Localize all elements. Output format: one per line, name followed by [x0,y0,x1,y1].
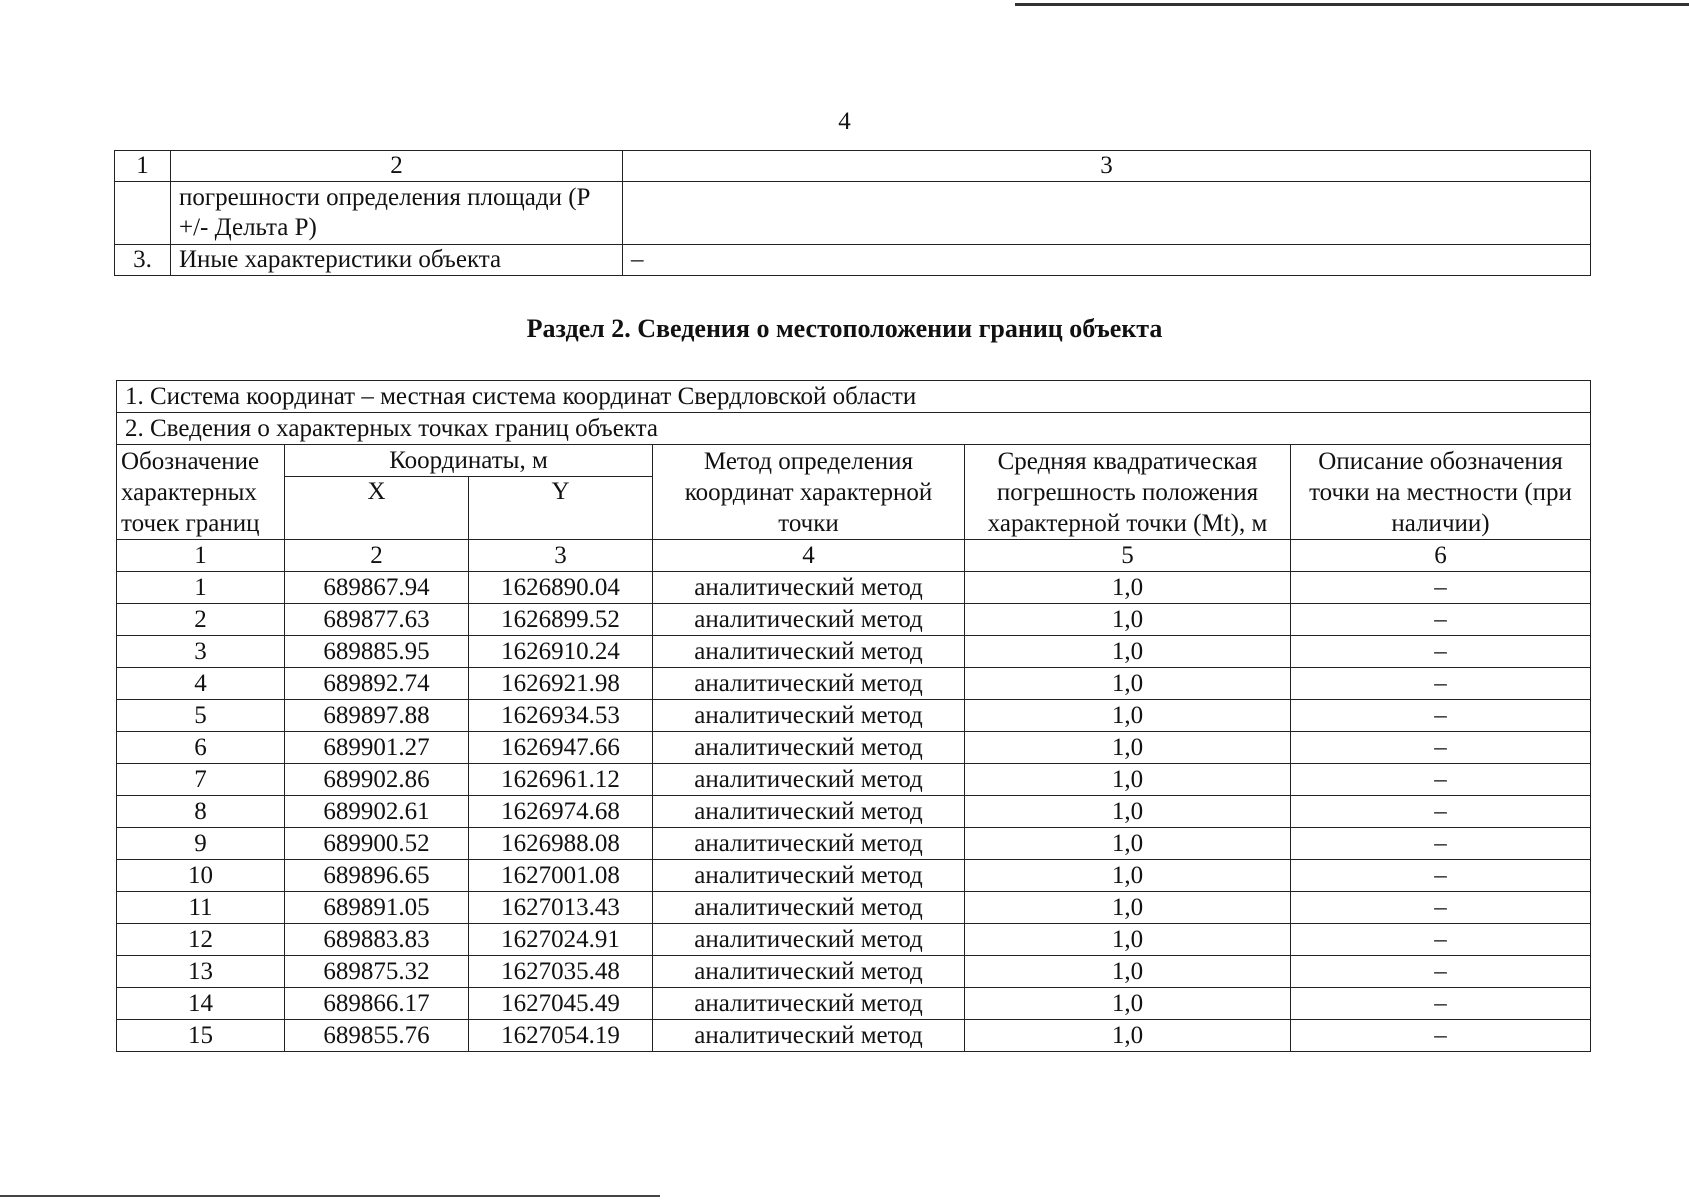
column-numbers-row [117,540,1591,572]
coordinate-x: 689900.52 [285,828,469,860]
other-characteristics-label: Иные характеристики объекта [171,245,623,276]
coordinate-y: 1627001.08 [469,860,653,892]
point-number: 8 [117,796,285,828]
column-number-6: 6 [1291,540,1591,572]
description-cell: – [1291,732,1591,764]
table-row [117,828,1591,860]
description-cell: – [1291,860,1591,892]
method-cell: аналитический метод [653,604,965,636]
error-cell: 1,0 [965,636,1291,668]
description-cell: – [1291,956,1591,988]
header-x: X [285,477,469,540]
error-cell: 1,0 [965,860,1291,892]
area-error-label: погрешности определения площади (Р +/- Дельта Р) [171,182,623,245]
error-cell: 1,0 [965,988,1291,1020]
column-number-1: 1 [115,151,171,182]
error-cell: 1,0 [965,700,1291,732]
section-title: Раздел 2. Сведения о местоположении границ объекта [526,314,1163,343]
row-number-cell [115,182,171,245]
error-cell: 1,0 [965,572,1291,604]
error-cell: 1,0 [965,892,1291,924]
method-cell: аналитический метод [653,572,965,604]
method-cell: аналитический метод [653,732,965,764]
table-row [117,796,1591,828]
description-cell: – [1291,572,1591,604]
coordinate-y: 1626947.66 [469,732,653,764]
description-cell: – [1291,700,1591,732]
point-number: 7 [117,764,285,796]
description-cell: – [1291,764,1591,796]
error-cell: 1,0 [965,732,1291,764]
method-cell: аналитический метод [653,700,965,732]
header-row-1 [117,445,1591,477]
description-cell: – [1291,604,1591,636]
coordinate-y: 1626899.52 [469,604,653,636]
coordinate-y: 1627013.43 [469,892,653,924]
method-cell: аналитический метод [653,892,965,924]
method-cell: аналитический метод [653,924,965,956]
header-description: Описание обозначения точки на местности (при наличии) [1291,445,1591,540]
table-row-other-characteristics [115,245,1591,276]
coordinate-x: 689902.86 [285,764,469,796]
column-number-3: 3 [623,151,1591,182]
coordinate-x: 689875.32 [285,956,469,988]
table-row [117,700,1591,732]
point-number: 6 [117,732,285,764]
point-number: 1 [117,572,285,604]
coordinate-x: 689902.61 [285,796,469,828]
table-row [117,1020,1591,1052]
table-row [117,668,1591,700]
column-number-4: 4 [653,540,965,572]
error-cell: 1,0 [965,1020,1291,1052]
method-cell: аналитический метод [653,636,965,668]
error-cell: 1,0 [965,668,1291,700]
scan-edge-line-top [1015,3,1689,6]
boundary-points-table [116,380,1591,1052]
error-cell: 1,0 [965,924,1291,956]
scan-edge-line-bottom [0,1195,660,1197]
method-cell: аналитический метод [653,828,965,860]
point-number: 10 [117,860,285,892]
point-number: 12 [117,924,285,956]
point-number: 4 [117,668,285,700]
description-cell: – [1291,1020,1591,1052]
table-row [117,636,1591,668]
coordinate-x: 689891.05 [285,892,469,924]
coordinate-y: 1627024.91 [469,924,653,956]
point-number: 14 [117,988,285,1020]
error-cell: 1,0 [965,828,1291,860]
error-cell: 1,0 [965,956,1291,988]
table-row [117,892,1591,924]
table-row-column-numbers [115,151,1591,182]
point-number: 9 [117,828,285,860]
description-cell: – [1291,924,1591,956]
characteristics-table-continuation [114,150,1591,276]
coordinate-y: 1626890.04 [469,572,653,604]
error-cell: 1,0 [965,796,1291,828]
table-row [117,988,1591,1020]
area-error-value [623,182,1591,245]
coordinate-x: 689901.27 [285,732,469,764]
points-title-row [117,413,1591,445]
point-number: 15 [117,1020,285,1052]
coordinate-y: 1626921.98 [469,668,653,700]
coordinate-y: 1627035.48 [469,956,653,988]
other-characteristics-value: – [623,245,1591,276]
column-number-2: 2 [171,151,623,182]
coordinate-y: 1626910.24 [469,636,653,668]
coordinate-x: 689885.95 [285,636,469,668]
description-cell: – [1291,796,1591,828]
points-section-title: 2. Сведения о характерных точках границ объекта [117,413,1591,445]
coordinate-x: 689897.88 [285,700,469,732]
coordinate-y: 1626934.53 [469,700,653,732]
description-cell: – [1291,892,1591,924]
table-row [117,732,1591,764]
coordinate-x: 689855.76 [285,1020,469,1052]
column-number-2: 2 [285,540,469,572]
table-row [117,604,1591,636]
method-cell: аналитический метод [653,956,965,988]
coordinate-y: 1627045.49 [469,988,653,1020]
method-cell: аналитический метод [653,796,965,828]
method-cell: аналитический метод [653,1020,965,1052]
method-cell: аналитический метод [653,668,965,700]
header-designation: Обозначение характерных точек границ [117,445,285,540]
column-number-3: 3 [469,540,653,572]
column-number-1: 1 [117,540,285,572]
coordinate-y: 1626974.68 [469,796,653,828]
description-cell: – [1291,988,1591,1020]
point-number: 3 [117,636,285,668]
method-cell: аналитический метод [653,860,965,892]
point-number: 5 [117,700,285,732]
header-y: Y [469,477,653,540]
table-row [117,860,1591,892]
point-number: 2 [117,604,285,636]
coordinate-y: 1627054.19 [469,1020,653,1052]
description-cell: – [1291,828,1591,860]
table-row [117,764,1591,796]
coordinate-y: 1626988.08 [469,828,653,860]
coordinate-system-row [117,381,1591,413]
coordinate-system-text: 1. Система координат – местная система координат Свердловской области [117,381,1591,413]
method-cell: аналитический метод [653,988,965,1020]
error-cell: 1,0 [965,764,1291,796]
header-error: Средняя квадратическая погрешность положения характерной точки (Mt), м [965,445,1291,540]
table-row [117,924,1591,956]
point-number: 13 [117,956,285,988]
coordinate-x: 689877.63 [285,604,469,636]
point-number: 11 [117,892,285,924]
header-coordinates: Координаты, м [285,445,653,477]
coordinate-x: 689896.65 [285,860,469,892]
row-number: 3. [115,245,171,276]
table-row-area-error [115,182,1591,245]
coordinate-x: 689883.83 [285,924,469,956]
page-number: 4 [838,108,851,135]
coordinate-x: 689867.94 [285,572,469,604]
column-number-5: 5 [965,540,1291,572]
description-cell: – [1291,636,1591,668]
coordinate-x: 689892.74 [285,668,469,700]
coordinate-x: 689866.17 [285,988,469,1020]
header-method: Метод определения координат характерной точки [653,445,965,540]
table-row [117,956,1591,988]
table-row [117,572,1591,604]
method-cell: аналитический метод [653,764,965,796]
coordinate-y: 1626961.12 [469,764,653,796]
description-cell: – [1291,668,1591,700]
error-cell: 1,0 [965,604,1291,636]
